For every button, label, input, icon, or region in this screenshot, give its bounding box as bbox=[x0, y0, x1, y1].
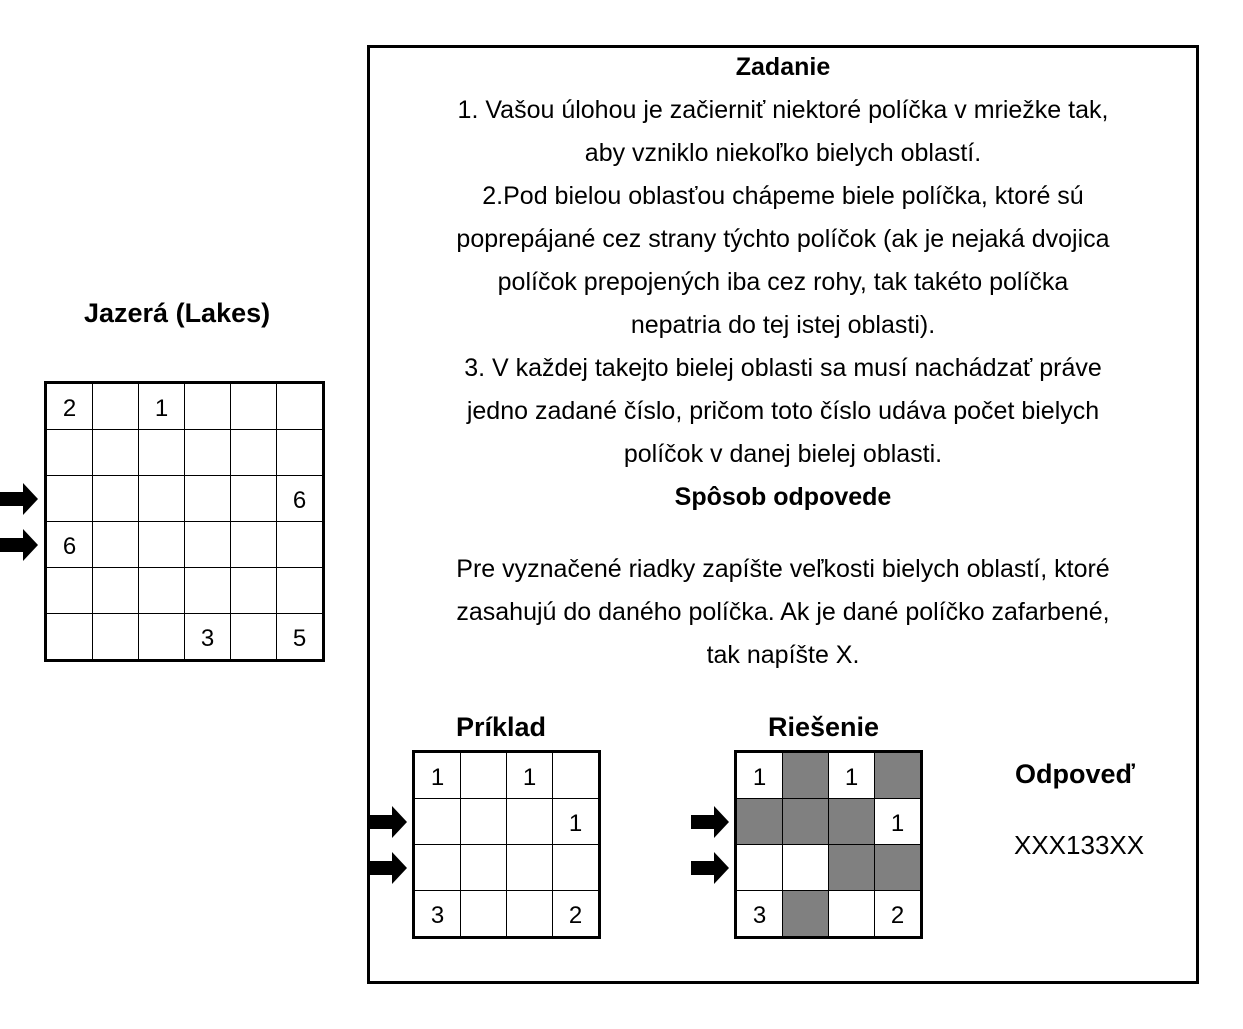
grid-cell bbox=[231, 476, 277, 522]
example-title: Príklad bbox=[456, 712, 547, 742]
arrow-right-icon bbox=[0, 483, 40, 515]
grid-cell bbox=[139, 476, 185, 522]
clue-number: 2 bbox=[568, 902, 583, 929]
arrow-right-icon bbox=[691, 806, 731, 838]
shaded-cell bbox=[875, 753, 921, 799]
grid-cell bbox=[507, 891, 553, 937]
clue-number: 3 bbox=[752, 902, 767, 929]
instruction-line: aby vzniklo niekoľko bielych oblastí. bbox=[584, 139, 982, 167]
shaded-cell bbox=[783, 799, 829, 845]
arrow-right-icon bbox=[0, 529, 40, 561]
clue-number: 1 bbox=[844, 764, 859, 791]
clue-number: 2 bbox=[62, 395, 77, 422]
grid-cell bbox=[185, 568, 231, 614]
grid-cell bbox=[783, 845, 829, 891]
grid-cell bbox=[277, 522, 323, 568]
solution-title: Riešenie bbox=[768, 712, 880, 742]
grid-cell bbox=[93, 522, 139, 568]
grid-cell bbox=[139, 614, 185, 660]
shaded-cell bbox=[829, 799, 875, 845]
shaded-cell bbox=[829, 845, 875, 891]
clue-number: 6 bbox=[62, 533, 77, 560]
instruction-line: poprepájané cez strany týchto políčok (ak je nejaká dvojica bbox=[456, 225, 1110, 253]
arrow-right-icon bbox=[691, 852, 731, 884]
grid-cell bbox=[461, 799, 507, 845]
grid-cell bbox=[277, 384, 323, 430]
clue-number: 1 bbox=[752, 764, 767, 791]
shaded-cell bbox=[783, 891, 829, 937]
grid-cell bbox=[737, 891, 783, 937]
arrow-right-icon bbox=[369, 806, 409, 838]
grid-cell bbox=[737, 845, 783, 891]
grid-cell bbox=[185, 430, 231, 476]
grid-cell bbox=[461, 891, 507, 937]
grid-cell bbox=[93, 476, 139, 522]
grid-cell bbox=[875, 891, 921, 937]
grid-cell bbox=[461, 753, 507, 799]
instruction-line: políčok v danej bielej oblasti. bbox=[623, 440, 943, 468]
grid-cell bbox=[507, 845, 553, 891]
grid-cell bbox=[553, 753, 599, 799]
grid-cell bbox=[737, 753, 783, 799]
shaded-cell bbox=[783, 753, 829, 799]
grid-cell bbox=[277, 476, 323, 522]
grid-cell bbox=[277, 430, 323, 476]
grid-cell bbox=[139, 568, 185, 614]
clue-number: 1 bbox=[430, 764, 445, 791]
grid-cell bbox=[231, 522, 277, 568]
clue-number: 6 bbox=[292, 487, 307, 514]
clue-number: 3 bbox=[200, 625, 215, 652]
answer-method-heading: Spôsob odpovede bbox=[674, 483, 892, 511]
instruction-line: jedno zadané číslo, pričom toto číslo udáva počet bielych bbox=[466, 397, 1100, 425]
grid-cell bbox=[139, 522, 185, 568]
clue-number: 1 bbox=[522, 764, 537, 791]
grid-cell bbox=[231, 384, 277, 430]
instruction-line: 1. Vašou úlohou je začierniť niektoré políčka v mriežke tak, bbox=[457, 96, 1109, 124]
clue-number: 2 bbox=[890, 902, 905, 929]
grid-cell bbox=[47, 614, 93, 660]
grid-cell bbox=[553, 845, 599, 891]
grid-cell bbox=[47, 430, 93, 476]
grid-cell bbox=[277, 568, 323, 614]
grid-cell bbox=[93, 614, 139, 660]
grid-cell bbox=[47, 522, 93, 568]
instruction-line: 2.Pod bielou oblasťou chápeme biele políčka, ktoré sú bbox=[482, 182, 1084, 210]
solution-grid bbox=[734, 750, 923, 939]
answer-value: XXX133XX bbox=[1014, 830, 1145, 860]
answer-instruction-line: zasahujú do daného políčka. Ak je dané políčko zafarbené, bbox=[456, 598, 1110, 626]
grid-cell bbox=[139, 430, 185, 476]
example-grid bbox=[412, 750, 601, 939]
grid-cell bbox=[829, 891, 875, 937]
puzzle-grid bbox=[44, 381, 325, 662]
grid-cell bbox=[139, 384, 185, 430]
grid-cell bbox=[231, 614, 277, 660]
clue-number: 1 bbox=[890, 810, 905, 837]
grid-cell bbox=[185, 522, 231, 568]
grid-cell bbox=[553, 891, 599, 937]
shaded-cell bbox=[737, 799, 783, 845]
instructions-heading: Zadanie bbox=[735, 53, 831, 81]
instruction-line: nepatria do tej istej oblasti). bbox=[630, 311, 936, 339]
grid-cell bbox=[829, 753, 875, 799]
grid-cell bbox=[415, 753, 461, 799]
clue-number: 1 bbox=[154, 395, 169, 422]
answer-title: Odpoveď bbox=[1015, 759, 1135, 789]
arrow-right-icon bbox=[369, 852, 409, 884]
grid-cell bbox=[93, 384, 139, 430]
grid-cell bbox=[185, 614, 231, 660]
grid-cell bbox=[47, 568, 93, 614]
grid-cell bbox=[415, 845, 461, 891]
grid-cell bbox=[277, 614, 323, 660]
grid-cell bbox=[47, 476, 93, 522]
grid-cell bbox=[415, 799, 461, 845]
grid-cell bbox=[507, 753, 553, 799]
grid-cell bbox=[415, 891, 461, 937]
clue-number: 5 bbox=[292, 625, 307, 652]
shaded-cell bbox=[875, 845, 921, 891]
puzzle-title: Jazerá (Lakes) bbox=[84, 298, 271, 328]
grid-cell bbox=[185, 384, 231, 430]
grid-cell bbox=[47, 384, 93, 430]
clue-number: 3 bbox=[430, 902, 445, 929]
instruction-line: políčok prepojených iba cez rohy, tak takéto políčka bbox=[497, 268, 1069, 296]
grid-cell bbox=[507, 799, 553, 845]
grid-cell bbox=[461, 845, 507, 891]
grid-cell bbox=[93, 430, 139, 476]
answer-instruction-line: Pre vyznačené riadky zapíšte veľkosti bielych oblastí, ktoré bbox=[456, 555, 1110, 583]
grid-cell bbox=[553, 799, 599, 845]
grid-cell bbox=[185, 476, 231, 522]
grid-cell bbox=[875, 799, 921, 845]
instruction-line: 3. V každej takejto bielej oblasti sa musí nachádzať práve bbox=[464, 354, 1102, 382]
grid-cell bbox=[231, 430, 277, 476]
clue-number: 1 bbox=[568, 810, 583, 837]
grid-cell bbox=[231, 568, 277, 614]
grid-cell bbox=[93, 568, 139, 614]
answer-instruction-line: tak napíšte X. bbox=[706, 641, 860, 669]
